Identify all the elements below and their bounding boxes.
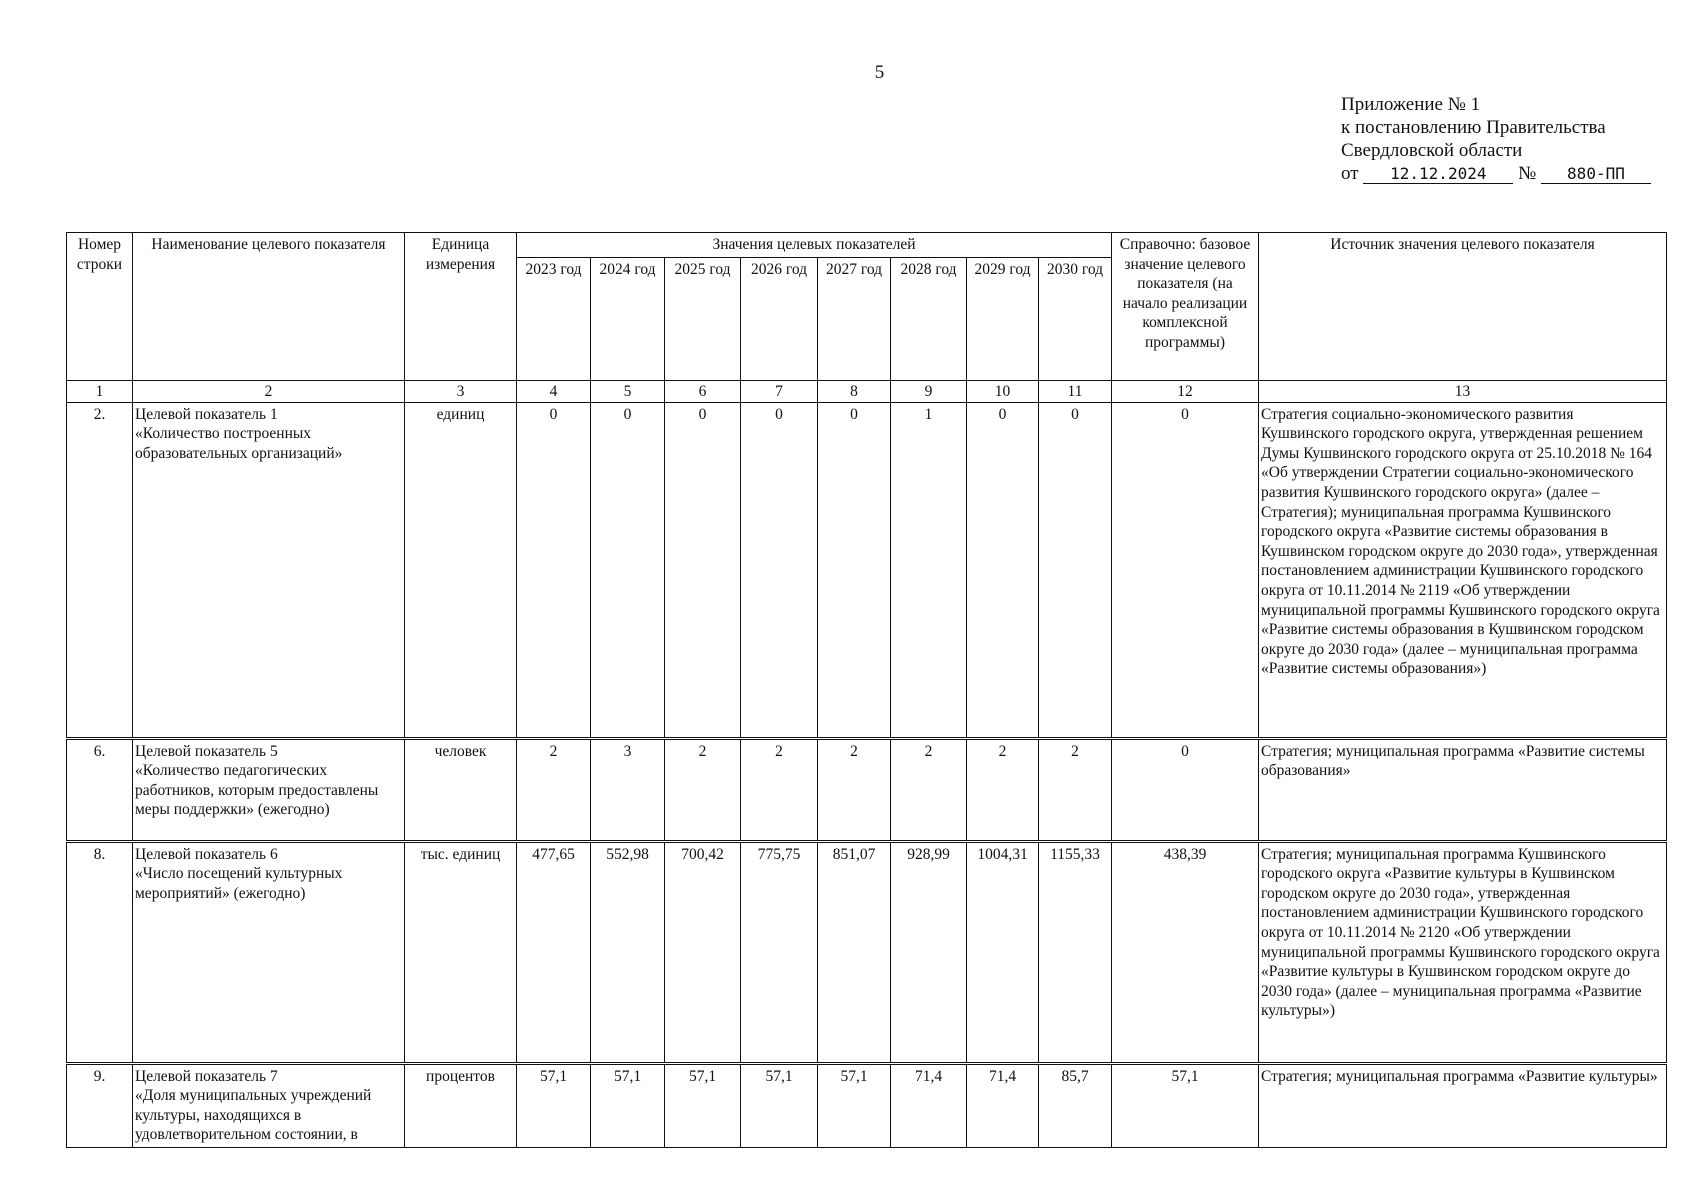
source-cell: Стратегия; муниципальная программа «Развитие системы образования» <box>1259 738 1667 841</box>
baseline-cell: 57,1 <box>1112 1063 1259 1147</box>
page-number: 5 <box>874 62 885 83</box>
unit-cell: человек <box>405 738 517 841</box>
indicator-name-cell <box>133 1063 405 1147</box>
header-year: 2030 год <box>1039 257 1112 380</box>
value-cell: 0 <box>967 402 1039 738</box>
unit-cell: единиц <box>405 402 517 738</box>
value-cell: 2 <box>891 738 967 841</box>
value-cell: 71,4 <box>891 1063 967 1147</box>
column-number: 7 <box>741 380 818 402</box>
row-number: 2. <box>67 402 133 738</box>
appendix-date-line <box>1341 162 1661 185</box>
date-value: 12.12.2024 <box>1363 165 1513 184</box>
baseline-cell: 0 <box>1112 738 1259 841</box>
value-cell: 700,42 <box>665 841 741 1063</box>
baseline-cell: 0 <box>1112 402 1259 738</box>
value-cell: 0 <box>591 402 665 738</box>
unit-cell: процентов <box>405 1063 517 1147</box>
table-row <box>67 1063 1667 1147</box>
table-row <box>67 738 1667 841</box>
header-values-group: Значения целевых показателей <box>517 233 1112 258</box>
value-cell: 775,75 <box>741 841 818 1063</box>
value-cell: 1155,33 <box>1039 841 1112 1063</box>
indicator-text: «Количество педагогических работников, которым предоставлены меры поддержки» (ежегодно) <box>135 762 379 819</box>
indicator-title: Целевой показатель 1 <box>135 405 278 423</box>
header-year: 2025 год <box>665 257 741 380</box>
value-cell: 57,1 <box>665 1063 741 1147</box>
header-indicator-name: Наименование целевого показателя <box>133 233 405 381</box>
header-row-number: Номер строки <box>67 233 133 381</box>
value-cell: 57,1 <box>741 1063 818 1147</box>
column-number: 6 <box>665 380 741 402</box>
column-number: 13 <box>1259 380 1667 402</box>
value-cell: 851,07 <box>818 841 891 1063</box>
value-cell: 0 <box>517 402 591 738</box>
value-cell: 71,4 <box>967 1063 1039 1147</box>
header-row-1 <box>67 233 1667 258</box>
row-number: 6. <box>67 738 133 841</box>
header-year: 2029 год <box>967 257 1039 380</box>
indicator-title: Целевой показатель 5 <box>135 742 278 760</box>
appendix-title: Приложение № 1 <box>1341 94 1481 115</box>
header-year: 2024 год <box>591 257 665 380</box>
value-cell: 2 <box>741 738 818 841</box>
table-row <box>67 841 1667 1063</box>
header-year: 2023 год <box>517 257 591 380</box>
target-indicators-table <box>66 232 1667 1148</box>
column-number: 5 <box>591 380 665 402</box>
indicator-text: «Количество построенных образовательных организаций» <box>135 425 343 462</box>
indicator-name-cell <box>133 402 405 738</box>
source-cell: Стратегия социально-экономического развития Кушвинского городского округа, утвержденная решением Думы Кушвинского городского округа от 25.10.2018 № 164 «Об утверждении Стратегии социально-экономического развития Кушвинского городского округа» (далее – Стратегия); муниципальная программа Кушвинского городского округа «Развитие системы образования в Кушвинском городском округе до 2030 года», утвержденная постановлением администрации Кушвинского городского округа от 10.11.2014 № 2119 «Об утверждении муниципальной программы Кушвинского городского округа «Развитие системы образования в Кушвинском городском округе до 2030 года» (далее – муниципальная программа «Развитие системы образования») <box>1259 402 1667 738</box>
value-cell: 1 <box>891 402 967 738</box>
indicator-title: Целевой показатель 6 <box>135 845 278 863</box>
appendix-subtitle: к постановлению Правительства <box>1341 117 1606 138</box>
value-cell: 57,1 <box>517 1063 591 1147</box>
appendix-region: Свердловской области <box>1341 140 1523 161</box>
source-cell: Стратегия; муниципальная программа «Развитие культуры» <box>1259 1063 1667 1147</box>
value-cell: 2 <box>517 738 591 841</box>
header-baseline: Справочно: базовое значение целевого показателя (на начало реализации комплексной программы) <box>1112 233 1259 381</box>
value-cell: 57,1 <box>591 1063 665 1147</box>
table-row <box>67 402 1667 738</box>
indicator-name-cell <box>133 841 405 1063</box>
header-source: Источник значения целевого показателя <box>1259 233 1667 381</box>
header-year: 2026 год <box>741 257 818 380</box>
value-cell: 0 <box>1039 402 1112 738</box>
row-number: 9. <box>67 1063 133 1147</box>
column-numbers-row <box>67 380 1667 402</box>
value-cell: 57,1 <box>818 1063 891 1147</box>
header-year: 2027 год <box>818 257 891 380</box>
baseline-cell: 438,39 <box>1112 841 1259 1063</box>
column-number: 2 <box>133 380 405 402</box>
value-cell: 85,7 <box>1039 1063 1112 1147</box>
value-cell: 552,98 <box>591 841 665 1063</box>
value-cell: 2 <box>1039 738 1112 841</box>
value-cell: 0 <box>665 402 741 738</box>
header-unit: Единица измерения <box>405 233 517 381</box>
value-cell: 2 <box>665 738 741 841</box>
column-number: 10 <box>967 380 1039 402</box>
indicator-text: «Доля муниципальных учреждений культуры, находящихся в удовлетворительном состоянии, в <box>135 1087 372 1144</box>
appendix-block <box>1341 93 1661 185</box>
value-cell: 928,99 <box>891 841 967 1063</box>
column-number: 4 <box>517 380 591 402</box>
header-year: 2028 год <box>891 257 967 380</box>
column-number: 12 <box>1112 380 1259 402</box>
date-prefix: от <box>1341 163 1359 184</box>
column-number: 8 <box>818 380 891 402</box>
value-cell: 0 <box>741 402 818 738</box>
indicator-text: «Число посещений культурных мероприятий» (ежегодно) <box>135 865 343 902</box>
indicator-name-cell <box>133 738 405 841</box>
number-prefix: № <box>1518 163 1537 184</box>
column-number: 11 <box>1039 380 1112 402</box>
column-number: 9 <box>891 380 967 402</box>
indicator-title: Целевой показатель 7 <box>135 1067 278 1085</box>
source-cell: Стратегия; муниципальная программа Кушвинского городского округа «Развитие культуры в Кушвинском городском округе до 2030 года», утвержденная постановлением администрации Кушвинского городского округа от 10.11.2014 № 2120 «Об утверждении муниципальной программы Кушвинского городского округа «Развитие культуры в Кушвинском городском округе до 2030 года» (далее – муниципальная программа «Развитие культуры») <box>1259 841 1667 1063</box>
value-cell: 2 <box>967 738 1039 841</box>
value-cell: 0 <box>818 402 891 738</box>
value-cell: 3 <box>591 738 665 841</box>
column-number: 1 <box>67 380 133 402</box>
value-cell: 477,65 <box>517 841 591 1063</box>
unit-cell: тыс. единиц <box>405 841 517 1063</box>
value-cell: 2 <box>818 738 891 841</box>
number-value: 880-ПП <box>1541 165 1651 184</box>
value-cell: 1004,31 <box>967 841 1039 1063</box>
column-number: 3 <box>405 380 517 402</box>
row-number: 8. <box>67 841 133 1063</box>
